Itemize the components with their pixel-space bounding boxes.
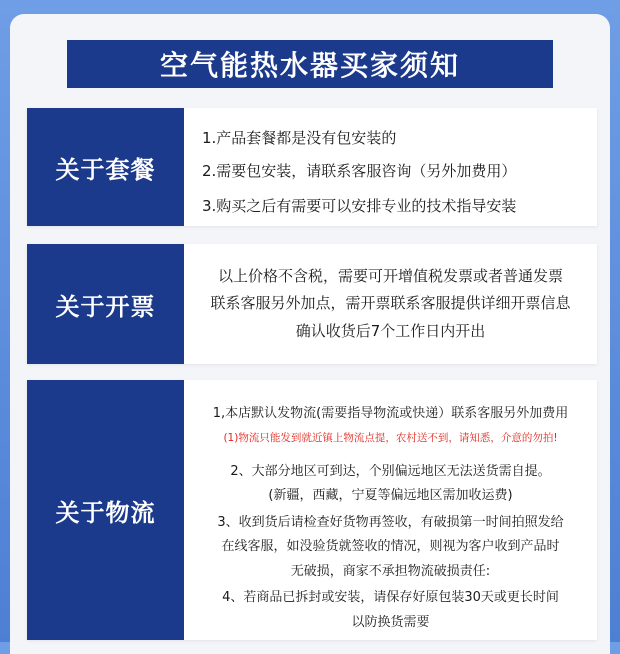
invoice-line-1: 以上价格不含税，需要可开增值税发票或者普通发票 [217, 267, 563, 285]
logistics-line-5: 在线客服，如没验货就签收的情况，则视为客户收到产品时 [221, 539, 560, 554]
logistics-section [27, 380, 597, 640]
logistics-line-4: 3、收到货后请检查好货物再签收，有破损第一时间拍照发给 [217, 515, 564, 530]
logistics-line-7: 4、若商品已拆封或安装，请保存好原包装30天或更长时间 [222, 590, 559, 605]
invoice-section-label: 关于开票 [27, 244, 184, 364]
logistics-warning-line: (1)物流只能发到就近镇上物流点提，农村送不到，请知悉，介意的勿拍! [223, 432, 558, 444]
logistics-line-3: (新疆，西藏，宁夏等偏远地区需加收运费) [268, 488, 513, 503]
logistics-line-8: 以防换货需要 [351, 615, 430, 630]
package-line-3: 3.购买之后有需要可以安排专业的技术指导安装 [202, 197, 517, 215]
invoice-section-content [184, 244, 597, 364]
package-line-1: 1.产品套餐都是没有包安装的 [202, 129, 397, 147]
package-section-content [184, 108, 597, 226]
package-section [27, 108, 597, 226]
logistics-line-1: 1,本店默认发物流(需要指导物流或快递）联系客服另外加费用 [212, 406, 569, 421]
logistics-line-6: 无破损，商家不承担物流破损责任: [290, 564, 491, 579]
logistics-section-label: 关于物流 [27, 380, 184, 640]
logistics-section-content [184, 380, 597, 640]
invoice-line-2: 联系客服另外加点，需开票联系客服提供详细开票信息 [210, 294, 571, 312]
logistics-line-2: 2、大部分地区可到达，个别偏远地区无法送货需自提。 [230, 464, 551, 479]
package-section-label: 关于套餐 [27, 108, 184, 226]
invoice-section [27, 244, 597, 364]
package-line-2: 2.需要包安装，请联系客服咨询（另外加费用） [202, 162, 517, 180]
page-title: 空气能热水器买家须知 [67, 40, 553, 88]
invoice-line-3: 确认收货后7个工作日内开出 [295, 322, 486, 340]
